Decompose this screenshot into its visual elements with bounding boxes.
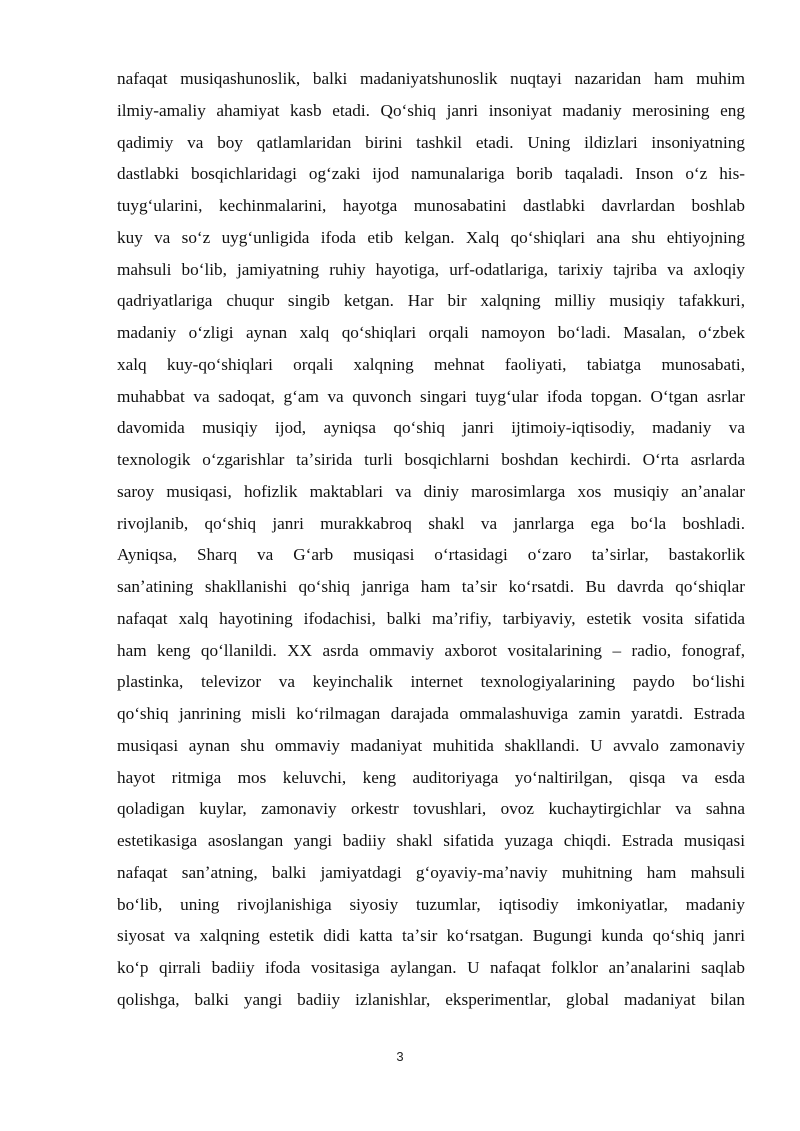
text-line: davomida musiqiy ijod, ayniqsa qoʻshiq janri ijtimoiy-iqtisodiy, madaniy va xyxy=(117,418,745,438)
text-line: rivojlanib, qoʻshiq janri murakkabroq shakl va janrlarga ega boʻla boshladi. xyxy=(117,513,745,533)
page-number: 3 xyxy=(396,1049,404,1064)
text-line: xalq kuy-qoʻshiqlari orqali xalqning mehnat faoliyati, tabiatga munosabati, xyxy=(117,354,745,374)
text-line: boʻlib, uning rivojlanishiga siyosiy tuzumlar, iqtisodiy imkoniyatlar, madaniy xyxy=(117,894,745,914)
text-line: estetikasiga asoslangan yangi badiiy shakl sifatida yuzaga chiqdi. Estrada musiqasi xyxy=(117,831,745,850)
text-line: kuy va soʻz uygʻunligida ifoda etib kelgan. Xalq qoʻshiqlari ana shu ehtiyojning xyxy=(117,227,745,247)
text-line: plastinka, televizor va keyinchalik internet texnologiyalarining paydo boʻlishi xyxy=(117,672,745,692)
text-line: nafaqat musiqashunoslik, balki madaniyatshunoslik nuqtayi nazaridan ham muhim xyxy=(117,69,745,88)
text-line: madaniy oʻzligi aynan xalq qoʻshiqlari orqali namoyon boʻladi. Masalan, oʻzbek xyxy=(117,323,745,342)
text-line: musiqasi aynan shu ommaviy madaniyat muhitida shakllandi. U avvalo zamonaviy xyxy=(117,735,745,755)
text-line: dastlabki bosqichlaridagi ogʻzaki ijod namunalariga borib taqaladi. Inson oʻz his- xyxy=(117,164,745,184)
text-line: mahsuli boʻlib, jamiyatning ruhiy hayotiga, urf-odatlariga, tarixiy tajriba va axloqiy xyxy=(117,259,745,279)
text-line: Ayniqsa, Sharq va Gʻarb musiqasi oʻrtasidagi oʻzaro taʼsirlar, bastakorlik xyxy=(117,545,745,565)
text-line: ham keng qoʻllanildi. XX asrda ommaviy axborot vositalarining – radio, fonograf, xyxy=(117,640,745,660)
text-line: muhabbat va sadoqat, gʻam va quvonch singari tuygʻular ifoda topgan. Oʻtgan asrlar xyxy=(117,386,745,406)
body-paragraph xyxy=(117,63,745,1016)
text-line: tuygʻularini, kechinmalarini, hayotga munosabatini dastlabki davrlardan boshlab xyxy=(117,196,745,215)
text-line: qolishga, balki yangi badiiy izlanishlar, eksperimentlar, global madaniyat bilan xyxy=(117,989,745,1009)
text-line: nafaqat xalq hayotining ifodachisi, balki maʼrifiy, tarbiyaviy, estetik vosita sifatida xyxy=(117,608,745,628)
text-line: qoladigan kuylar, zamonaviy orkestr tovushlari, ovoz kuchaytirgichlar va sahna xyxy=(117,799,745,819)
text-line: qadriyatlariga chuqur singib ketgan. Har bir xalqning milliy musiqiy tafakkuri, xyxy=(117,291,745,311)
text-line: nafaqat sanʼatning, balki jamiyatdagi gʻoyaviy-maʼnaviy muhitning ham mahsuli xyxy=(117,862,745,882)
text-line: sanʼatining shakllanishi qoʻshiq janriga ham taʼsir koʻrsatdi. Bu davrda qoʻshiqlar xyxy=(117,577,745,596)
text-line: qadimiy va boy qatlamlaridan birini tashkil etadi. Uning ildizlari insoniyatning xyxy=(117,132,745,152)
text-line: siyosat va xalqning estetik didi katta taʼsir koʻrsatgan. Bugungi kunda qoʻshiq janri xyxy=(117,926,745,946)
text-line: saroy musiqasi, hofizlik maktablari va diniy marosimlarga xos musiqiy anʼanalar xyxy=(117,481,745,501)
text-line: texnologik oʻzgarishlar taʼsirida turli bosqichlarni boshdan kechirdi. Oʻrta asrlarda xyxy=(117,450,745,469)
text-line: hayot ritmiga mos keluvchi, keng auditoriyaga yoʻnaltirilgan, qisqa va esda xyxy=(117,767,745,787)
text-line: koʻp qirrali badiiy ifoda vositasiga aylangan. U nafaqat folklor anʼanalarini saqlab xyxy=(117,958,745,977)
text-line: ilmiy-amaliy ahamiyat kasb etadi. Qoʻshiq janri insoniyat madaniy merosining eng xyxy=(117,100,745,120)
text-line: qoʻshiq janrining misli koʻrilmagan darajada ommalashuviga zamin yaratdi. Estrada xyxy=(117,704,745,723)
